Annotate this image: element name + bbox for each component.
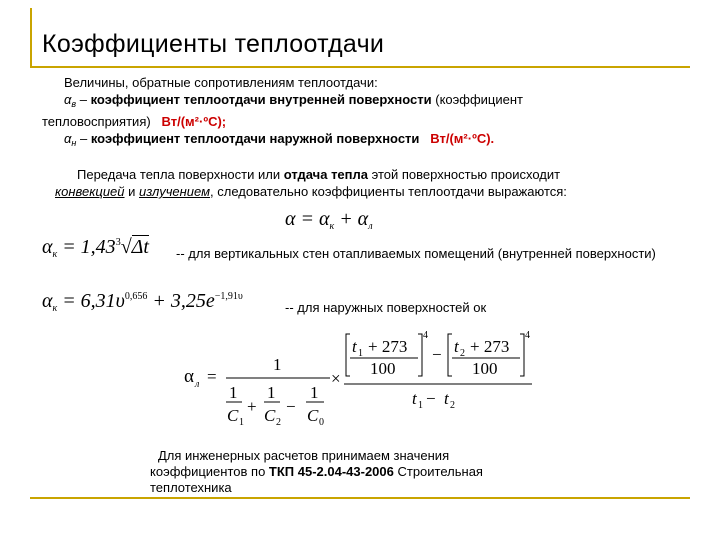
formula-text: + 3,25e: [147, 290, 215, 312]
title-underline: [30, 66, 690, 68]
formula-one: 1: [267, 383, 276, 402]
formula-text: α = α: [285, 208, 330, 230]
formula-minus: −: [432, 345, 442, 364]
radiation-term: излучением: [139, 184, 211, 199]
formula-denominator: 100: [472, 359, 498, 378]
formula-plus: +: [247, 397, 257, 416]
para-text: этой поверхностью происходит: [368, 167, 561, 182]
formula-text: + 273: [470, 337, 510, 356]
coefficient-c0: C: [307, 406, 319, 425]
note-vertical-walls: -- для вертикальных стен отапливаемых помещений (внутренней поверхности): [176, 246, 656, 261]
alpha-outer-subscript: н: [71, 138, 77, 148]
page-title: Коэффициенты теплоотдачи: [42, 30, 385, 58]
temperature-t2: t: [454, 337, 459, 356]
formula-subscript: к: [52, 303, 58, 314]
temperature-difference: Δt: [131, 236, 149, 258]
formula-equals: =: [207, 367, 217, 386]
accent-bar: [30, 8, 32, 68]
alpha-inner-symbol: α: [64, 92, 72, 107]
engineering-note: [150, 448, 600, 496]
dash: –: [76, 92, 91, 107]
alpha-inner-term: коэффициент теплоотдачи внутренней поверхности: [90, 92, 432, 107]
alpha-inner-definition: [42, 91, 682, 130]
formula-exponent: 0,656: [124, 291, 148, 302]
formula-denominator: 100: [370, 359, 396, 378]
convection-paragraph: [55, 166, 690, 200]
paragraph-line-1: [55, 166, 690, 183]
alpha-outer-term: коэффициент теплоотдачи наружной поверхности: [90, 131, 420, 146]
formula-subscript: 0: [319, 417, 324, 428]
formula-convection-outer: [42, 290, 243, 314]
coefficient-c2: C: [264, 406, 276, 425]
formula-one: 1: [310, 383, 319, 402]
formula-text: α: [184, 366, 194, 387]
formula-numerator: 1: [273, 355, 282, 374]
paragraph-line-2: [55, 183, 690, 200]
formula-subscript: 2: [276, 417, 281, 428]
note-outer-surfaces: -- для наружных поверхностей ок: [285, 300, 487, 315]
formula-radiation: [180, 322, 540, 434]
alpha-outer-symbol: α: [64, 131, 72, 146]
formula-one: 1: [229, 383, 238, 402]
formula-text: α: [42, 236, 53, 258]
convection-term: конвекцией: [55, 184, 125, 199]
intro-line: Величины, обратные сопротивлениям теплоотдачи:: [64, 75, 378, 90]
temperature-t1: t: [412, 389, 417, 408]
formula-subscript: л: [368, 221, 373, 232]
formula-subscript: 2: [460, 348, 465, 359]
radical-sign: √: [120, 236, 132, 258]
bracket-left: [346, 334, 350, 376]
note-line-standard: [150, 464, 600, 480]
temperature-t1: t: [352, 337, 357, 356]
footer-rule: [30, 497, 690, 499]
formula-minus: −: [286, 397, 296, 416]
note-text: Строительная: [393, 464, 483, 479]
standard-code: ТКП 45-2.04-43-2006: [268, 464, 394, 479]
dash: –: [76, 131, 91, 146]
alpha-outer-definition: [42, 130, 682, 152]
formula-text: = 1,43: [57, 236, 116, 258]
formula-convection-vertical: [42, 236, 149, 260]
formula-subscript: к: [52, 249, 58, 260]
formula-subscript: 1: [358, 348, 363, 359]
para-text: Передача тепла поверхности или: [77, 167, 284, 182]
formula-text: = 6,31υ: [57, 290, 125, 312]
formula-subscript: 1: [239, 417, 244, 428]
formula-alpha-sum: [285, 208, 373, 232]
alpha-outer-unit: Вт/(м²·ºС).: [430, 131, 495, 146]
formula-text: + α: [334, 208, 369, 230]
formula-subscript: 1: [418, 400, 423, 411]
temperature-t2: t: [444, 389, 449, 408]
formula-exponent: 4: [525, 330, 530, 341]
para-text: и: [124, 184, 140, 199]
formula-subscript: к: [329, 221, 335, 232]
para-bold-term: отдача тепла: [283, 167, 368, 182]
formula-times: ×: [331, 369, 341, 388]
formula-text: α: [42, 290, 53, 312]
bracket-right: [520, 334, 524, 376]
alpha-inner-subscript: в: [71, 99, 77, 109]
para-text: , следовательно коэффициенты теплоотдачи выражаются:: [210, 184, 567, 199]
bracket-left: [448, 334, 452, 376]
note-line: теплотехника: [150, 480, 232, 495]
note-text: коэффициентов по: [150, 464, 269, 479]
formula-subscript: 2: [450, 400, 455, 411]
bracket-right: [418, 334, 422, 376]
alpha-inner-note: (коэффициент тепловосприятия): [42, 92, 523, 129]
alpha-inner-unit: Вт/(м²·ºС);: [161, 114, 227, 129]
formula-exponent: 4: [423, 330, 428, 341]
formula-text: + 273: [368, 337, 408, 356]
note-line: Для инженерных расчетов принимаем значения: [158, 448, 450, 463]
intro-block: [42, 74, 682, 152]
formula-exponent: −1,91υ: [214, 291, 243, 302]
formula-subscript: л: [195, 379, 200, 390]
root-index: 3: [115, 237, 121, 248]
coefficient-c1: C: [227, 406, 239, 425]
formula-minus: −: [426, 389, 436, 408]
